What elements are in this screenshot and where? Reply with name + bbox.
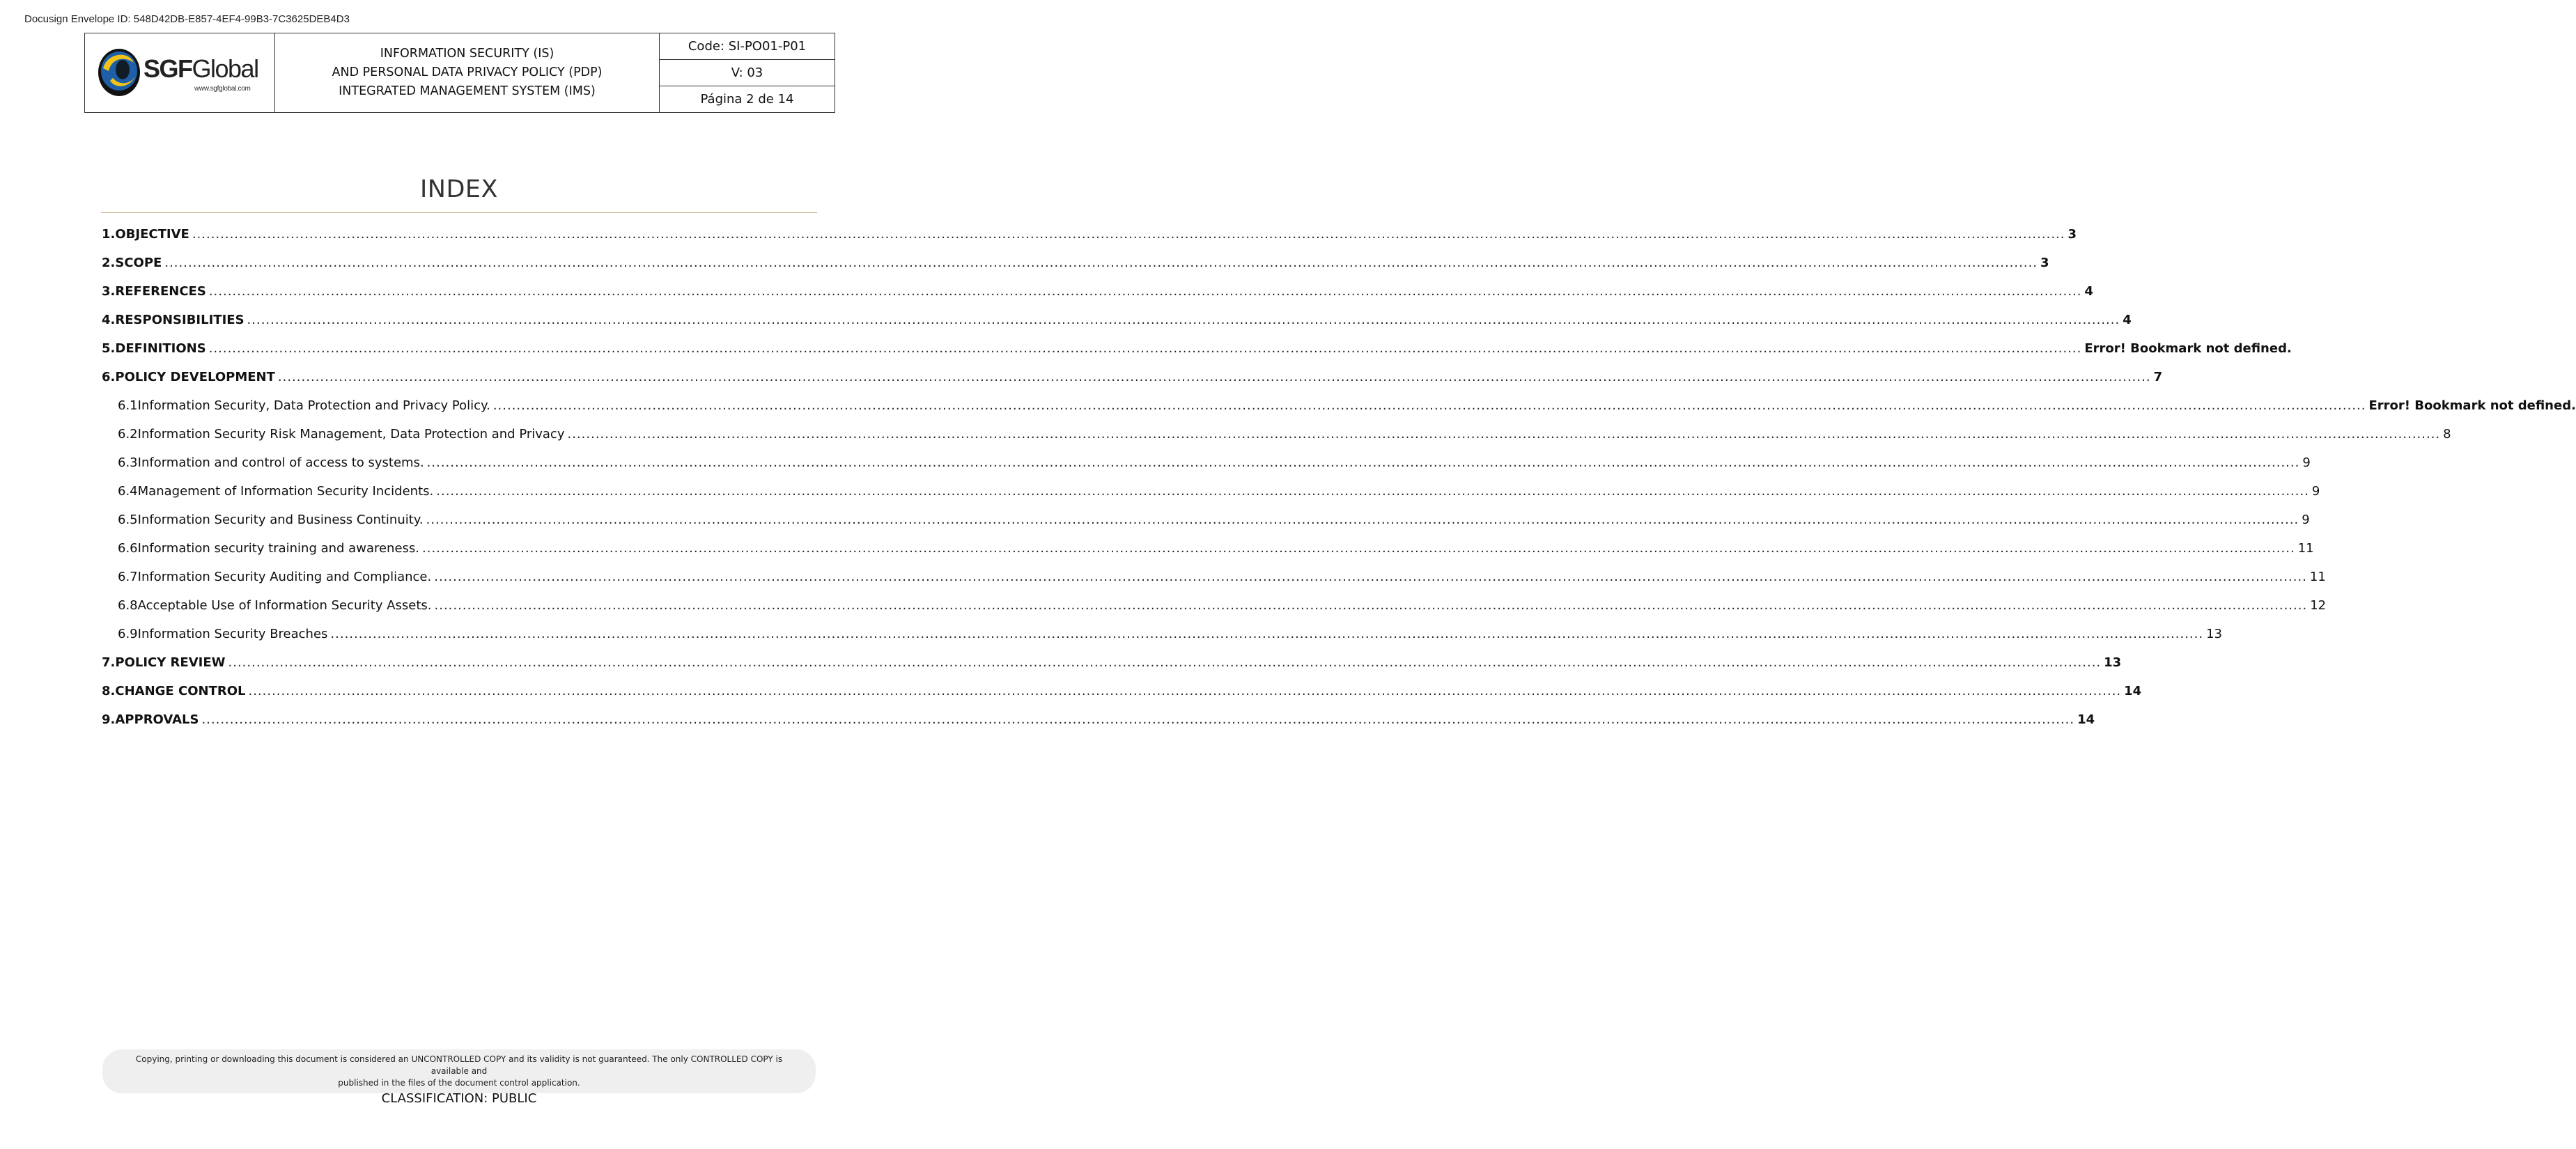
toc-leader-dots: ................................................................................................................................................................................................................................................................................................................................................................................................................ xyxy=(426,513,2299,527)
toc-entry[interactable] xyxy=(102,391,2576,420)
toc-entry-label: Management of Information Security Incidents. xyxy=(137,484,434,499)
toc-leader-dots: ................................................................................................................................................................................................................................................................................................................................................................................................................ xyxy=(426,455,2300,470)
toc-entry-number: 5. xyxy=(102,341,116,356)
toc-leader-dots: ................................................................................................................................................................................................................................................................................................................................................................................................................ xyxy=(434,598,2308,613)
toc-entry-page: 4 xyxy=(2123,313,2132,327)
toc-entry-number: 6.5 xyxy=(118,513,138,527)
toc-entry-label: POLICY REVIEW xyxy=(115,655,226,670)
toc-leader-dots: ................................................................................................................................................................................................................................................................................................................................................................................................................ xyxy=(567,427,2441,441)
toc-entry-label: Information Security Breaches xyxy=(137,627,328,641)
toc-entry[interactable] xyxy=(102,334,2292,363)
toc-entry-number: 6.9 xyxy=(118,627,138,641)
toc-entry[interactable] xyxy=(102,306,2132,334)
toc-entry[interactable] xyxy=(102,648,2122,677)
toc-entry-number: 8. xyxy=(102,684,116,698)
title-line-1: INFORMATION SECURITY (IS) xyxy=(380,47,554,61)
title-line-3: INTEGRATED MANAGEMENT SYSTEM (IMS) xyxy=(339,84,596,98)
toc-entry-number: 9. xyxy=(102,712,116,727)
toc-entry[interactable] xyxy=(102,477,2320,506)
toc-entry-number: 6.8 xyxy=(118,598,138,613)
toc-entry-page: 14 xyxy=(2124,684,2142,698)
company-logo xyxy=(85,33,275,112)
toc-entry[interactable] xyxy=(102,249,2049,277)
toc-leader-dots: ................................................................................................................................................................................................................................................................................................................................................................................................................ xyxy=(208,284,2082,299)
toc-entry[interactable] xyxy=(102,620,2222,648)
toc-entry-number: 3. xyxy=(102,284,116,299)
toc-entry-page: 13 xyxy=(2104,655,2122,670)
toc-entry-page: 8 xyxy=(2443,427,2451,441)
toc-leader-dots: ................................................................................................................................................................................................................................................................................................................................................................................................................ xyxy=(492,398,2366,413)
toc-entry-number: 6.3 xyxy=(118,455,138,470)
toc-entry[interactable] xyxy=(102,705,2095,734)
document-header xyxy=(84,33,835,113)
toc-entry-page: 9 xyxy=(2311,484,2320,499)
toc-leader-dots: ................................................................................................................................................................................................................................................................................................................................................................................................................ xyxy=(434,570,2307,584)
toc-entry-label: Information Security Risk Management, Data Protection and Privacy xyxy=(137,427,565,441)
toc-leader-dots: ................................................................................................................................................................................................................................................................................................................................................................................................................ xyxy=(228,655,2102,670)
sgf-globe-icon xyxy=(96,47,142,97)
logo-url: www.sgfglobal.com xyxy=(194,85,251,93)
title-line-2: AND PERSONAL DATA PRIVACY POLICY (PDP) xyxy=(332,65,603,79)
toc-entry-page: 11 xyxy=(2309,570,2326,584)
toc-entry-label: Information security training and awareness. xyxy=(137,541,420,556)
logo-wordmark: SGFGlobal xyxy=(143,54,258,83)
title-divider xyxy=(101,212,817,213)
toc-entry-number: 7. xyxy=(102,655,116,670)
toc-entry-page: 11 xyxy=(2297,541,2314,556)
toc-entry-page: 3 xyxy=(2040,256,2049,270)
toc-entry-page: 13 xyxy=(2206,627,2222,641)
page-indicator: Página 2 de 14 xyxy=(660,86,835,112)
toc-leader-dots: ................................................................................................................................................................................................................................................................................................................................................................................................................ xyxy=(436,484,2309,499)
toc-entry-page: 12 xyxy=(2310,598,2327,613)
index-title: INDEX xyxy=(419,175,499,203)
toc-entry-label: RESPONSIBILITIES xyxy=(115,313,245,327)
copy-notice-line-2: published in the files of the document control application. xyxy=(338,1078,580,1088)
toc-entry-page: 4 xyxy=(2084,284,2094,299)
copy-notice-line-1: Copying, printing or downloading this document is considered an UNCONTROLLED COPY and its validity is not guaranteed. The only CONTROLLED COPY is available and xyxy=(135,1054,783,1076)
document-version: V: 03 xyxy=(660,59,835,86)
toc-entry-label: Acceptable Use of Information Security Assets. xyxy=(137,598,432,613)
toc-entry[interactable] xyxy=(102,363,2163,391)
envelope-id: Docusign Envelope ID: 548D42DB-E857-4EF4-99B3-7C3625DEB4D3 xyxy=(24,13,350,25)
toc-entry-number: 4. xyxy=(102,313,116,327)
document-title xyxy=(275,33,660,112)
toc-entry-label: Information Security, Data Protection and Privacy Policy. xyxy=(137,398,490,413)
toc-entry-label: CHANGE CONTROL xyxy=(115,684,246,698)
toc-entry[interactable] xyxy=(102,220,2077,249)
toc-entry-label: Information and control of access to systems. xyxy=(137,455,424,470)
toc-entry-label: DEFINITIONS xyxy=(115,341,206,356)
toc-entry[interactable] xyxy=(102,277,2094,306)
toc-leader-dots: ................................................................................................................................................................................................................................................................................................................................................................................................................ xyxy=(248,684,2122,698)
toc-entry[interactable] xyxy=(102,506,2310,534)
toc-leader-dots: ................................................................................................................................................................................................................................................................................................................................................................................................................ xyxy=(247,313,2120,327)
classification-label: CLASSIFICATION: PUBLIC xyxy=(381,1091,537,1106)
copy-notice xyxy=(102,1049,816,1089)
toc-entry[interactable] xyxy=(102,420,2451,448)
toc-entry-label: REFERENCES xyxy=(115,284,206,299)
toc-leader-dots: ................................................................................................................................................................................................................................................................................................................................................................................................................ xyxy=(422,541,2295,556)
toc-entry[interactable] xyxy=(102,677,2142,705)
toc-entry-number: 6.4 xyxy=(118,484,138,499)
toc-entry-number: 1. xyxy=(102,227,116,242)
toc-entry-number: 6.7 xyxy=(118,570,138,584)
toc-entry[interactable] xyxy=(102,563,2326,591)
toc-entry-page: 9 xyxy=(2302,455,2311,470)
toc-entry-label: OBJECTIVE xyxy=(115,227,189,242)
toc-entry-number: 2. xyxy=(102,256,116,270)
toc-leader-dots: ................................................................................................................................................................................................................................................................................................................................................................................................................ xyxy=(201,712,2075,727)
toc-leader-dots: ................................................................................................................................................................................................................................................................................................................................................................................................................ xyxy=(192,227,2065,242)
toc-entry-page: 9 xyxy=(2302,513,2310,527)
toc-entry-page: Error! Bookmark not defined. xyxy=(2084,341,2292,356)
toc-entry-number: 6.2 xyxy=(118,427,138,441)
toc-entry-page: 7 xyxy=(2153,370,2163,384)
toc-entry[interactable] xyxy=(102,534,2314,563)
toc-entry-label: Information Security and Business Continuity. xyxy=(137,513,424,527)
toc-entry-number: 6.6 xyxy=(118,541,138,556)
toc-entry-number: 6. xyxy=(102,370,116,384)
toc-leader-dots: ................................................................................................................................................................................................................................................................................................................................................................................................................ xyxy=(330,627,2204,641)
toc-leader-dots: ................................................................................................................................................................................................................................................................................................................................................................................................................ xyxy=(277,370,2151,384)
toc-entry-page: 3 xyxy=(2067,227,2077,242)
toc-entry-label: SCOPE xyxy=(115,256,162,270)
toc-entry-number: 6.1 xyxy=(118,398,138,413)
toc-entry-label: Information Security Auditing and Compliance. xyxy=(137,570,432,584)
toc-entry-page: 14 xyxy=(2077,712,2095,727)
table-of-contents xyxy=(102,220,2576,734)
document-meta xyxy=(660,33,835,112)
toc-entry-page: Error! Bookmark not defined. xyxy=(2368,398,2576,413)
toc-entry-label: APPROVALS xyxy=(115,712,199,727)
toc-entry[interactable] xyxy=(102,448,2311,477)
toc-leader-dots: ................................................................................................................................................................................................................................................................................................................................................................................................................ xyxy=(208,341,2082,356)
toc-entry-label: POLICY DEVELOPMENT xyxy=(115,370,275,384)
document-code: Code: SI-PO01-P01 xyxy=(688,39,807,54)
footer-notice xyxy=(102,1049,816,1106)
toc-leader-dots: ................................................................................................................................................................................................................................................................................................................................................................................................................ xyxy=(164,256,2038,270)
toc-entry[interactable] xyxy=(102,591,2327,620)
